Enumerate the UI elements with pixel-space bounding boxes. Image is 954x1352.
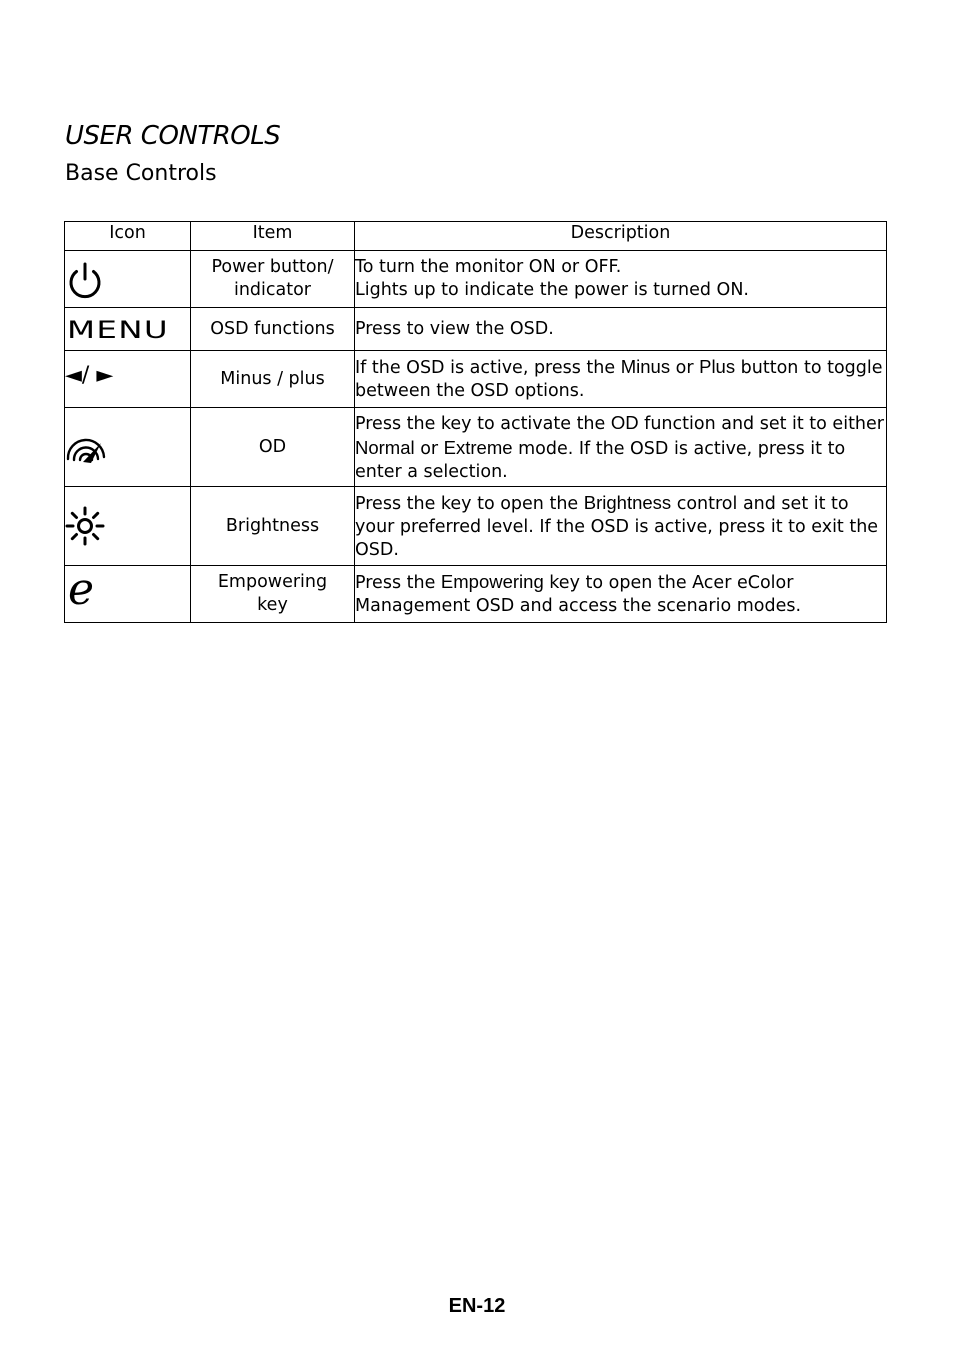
keyword-od: OD <box>610 411 639 433</box>
menu-icon <box>65 316 173 342</box>
keyword-plus: Plus <box>699 356 736 377</box>
table-header-row <box>65 222 887 251</box>
item-cell <box>191 308 355 351</box>
header-icon: Icon <box>65 222 191 251</box>
item-label-line: OD <box>258 436 287 457</box>
brightness-icon <box>65 506 105 546</box>
header-description: Description <box>355 222 887 251</box>
minus-plus-icon: ◄/ ► <box>65 363 114 388</box>
keyword-brightness: Brightness <box>583 491 672 513</box>
icon-cell <box>65 308 191 351</box>
table-row <box>65 487 887 566</box>
keyword-extreme: Extreme <box>443 436 513 458</box>
item-cell <box>191 408 355 487</box>
description-text: button to toggle between the OSD options. <box>355 358 883 401</box>
description-text: or <box>414 438 444 459</box>
description-text: function and set it to either <box>638 413 884 434</box>
icon-cell <box>65 487 191 566</box>
menu-icon-text: MENU <box>67 316 169 342</box>
empowering-e-icon: e <box>68 564 95 615</box>
description-text: Press the key to activate the <box>355 413 611 434</box>
description-text: Lights up to indicate the power is turned ON. <box>355 280 749 300</box>
description-cell <box>355 487 887 566</box>
description-text: Press to view the OSD. <box>355 318 554 339</box>
description-text: Press the <box>355 573 441 593</box>
description-cell <box>355 408 887 487</box>
description-text: mode. If the OSD is active, press it to enter a selection. <box>355 438 846 482</box>
item-cell <box>191 351 355 408</box>
item-label-line: Empowering <box>217 572 328 592</box>
description-cell <box>355 251 887 308</box>
keyword-normal: Normal <box>355 436 415 458</box>
table-row <box>65 251 887 308</box>
description-cell <box>355 566 887 623</box>
description-text: If the OSD is active, press the <box>355 358 621 378</box>
description-cell <box>355 308 887 351</box>
item-label-line: Power button/ <box>211 257 334 277</box>
keyword-empowering: Empowering <box>440 571 544 592</box>
table-row <box>65 308 887 351</box>
description-text: or <box>670 358 700 378</box>
item-label-line: OSD functions <box>210 318 335 339</box>
item-cell <box>191 566 355 623</box>
description-text: control and set it to your preferred level. If the OSD is active, press it to exit the OSD. <box>355 493 879 560</box>
controls-table <box>64 221 887 623</box>
page-heading: USER CONTROLS <box>65 121 281 151</box>
item-cell <box>191 487 355 566</box>
section-heading: Base Controls <box>65 161 217 186</box>
keyword-minus: Minus <box>620 356 671 377</box>
icon-cell <box>65 251 191 308</box>
table-row <box>65 566 887 623</box>
item-label-line: key <box>257 595 288 615</box>
table-row <box>65 351 887 408</box>
header-item: Item <box>191 222 355 251</box>
description-text: To turn the monitor ON or OFF. <box>355 257 622 277</box>
od-gauge-icon <box>65 429 107 465</box>
item-label-line: Brightness <box>225 515 320 536</box>
page-number: EN-12 <box>448 1295 506 1317</box>
icon-cell <box>65 566 191 623</box>
item-cell <box>191 251 355 308</box>
description-text: Press the key to open the <box>355 493 584 514</box>
power-icon <box>65 259 105 299</box>
icon-cell <box>65 351 191 408</box>
description-text: key to open the Acer eColor Management OSD and access the scenario modes. <box>355 573 802 616</box>
item-label-line: Minus / plus <box>220 368 325 389</box>
table-row <box>65 408 887 487</box>
icon-cell <box>65 408 191 487</box>
item-label-line: indicator <box>233 280 312 300</box>
description-cell <box>355 351 887 408</box>
